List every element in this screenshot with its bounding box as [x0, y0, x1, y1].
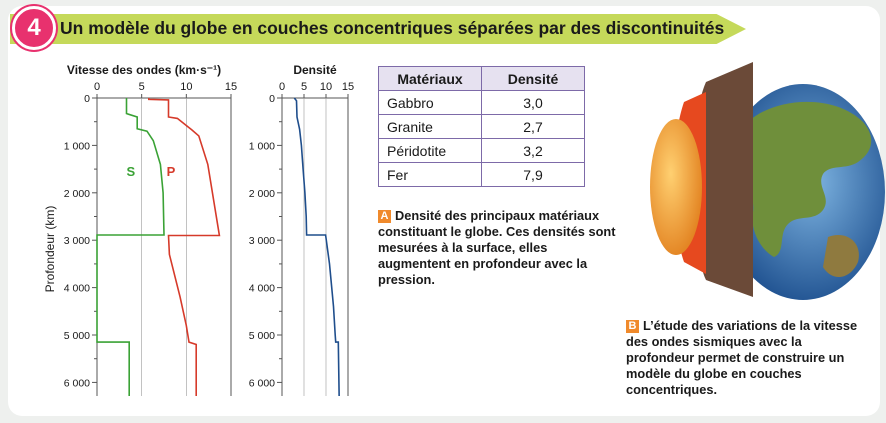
material-cell: Fer [379, 163, 482, 187]
y-tick-label: 4 000 [63, 282, 90, 295]
material-cell: Gabbro [379, 91, 482, 115]
plot-frame [97, 98, 231, 396]
series-label-p: P [166, 164, 176, 180]
table-row [379, 115, 585, 139]
caption-a-letter: A [378, 210, 391, 223]
x-tick-label: 0 [93, 81, 101, 93]
page-title: Un modèle du globe en couches concentriques séparées par des discontinuités [60, 18, 725, 38]
x-tick-label: 5 [300, 81, 308, 93]
table-row [379, 163, 585, 187]
y-tick-label: 3 000 [63, 235, 90, 248]
x-tick-label: 10 [319, 81, 333, 93]
y-tick-label: 3 000 [248, 235, 275, 248]
charts-area [0, 56, 370, 396]
series-label-s: S [126, 164, 136, 180]
density-cell: 2,7 [482, 115, 585, 139]
y-tick-label: 5 000 [63, 330, 90, 343]
y-tick-label: 1 000 [248, 140, 275, 153]
globe-illustration [618, 52, 886, 302]
caption-b-text: L’étude des variations de la vitesse des ondes sismiques avec la profondeur permet de construire un modèle du globe en couches concentriques. [626, 318, 858, 397]
x-tick-label: 10 [180, 81, 193, 93]
material-cell: Péridotite [379, 139, 482, 163]
y-tick-label: 0 [269, 93, 275, 105]
chart-title: Densité [293, 63, 337, 77]
caption-a-text: Densité des principaux matériaux constituant le globe. Ces densités sont mesurées à la surface, elles augmentent en profondeur avec la pression. [378, 208, 616, 287]
series-line [294, 98, 339, 396]
y-tick-label: 5 000 [248, 330, 275, 343]
density-table [378, 66, 585, 187]
x-tick-label: 15 [341, 81, 355, 93]
material-cell: Granite [379, 115, 482, 139]
table-header-density: Densité [482, 67, 585, 91]
series-line [149, 98, 220, 396]
density-cell: 3,0 [482, 91, 585, 115]
y-tick-label: 4 000 [248, 282, 275, 295]
x-tick-label: 15 [224, 81, 238, 93]
density-cell: 3,2 [482, 139, 585, 163]
table-header-material: Matériaux [379, 67, 482, 91]
table-row [379, 91, 585, 115]
table-header-row [379, 67, 585, 91]
table-row [379, 139, 585, 163]
caption-b-letter: B [626, 320, 639, 333]
section-number: 4 [27, 14, 41, 41]
caption-b [626, 318, 858, 398]
inner-core [650, 119, 702, 255]
y-axis-label: Profondeur (km) [43, 205, 57, 293]
x-tick-label: 0 [278, 81, 286, 93]
chart-title: Vitesse des ondes (km·s⁻¹) [66, 63, 222, 77]
section-number-badge [12, 6, 56, 50]
x-tick-label: 5 [138, 81, 145, 93]
y-tick-label: 2 000 [248, 187, 275, 200]
y-tick-label: 0 [84, 93, 90, 105]
y-tick-label: 1 000 [63, 140, 90, 153]
y-tick-label: 2 000 [63, 187, 90, 200]
y-tick-label: 6 000 [248, 377, 275, 390]
series-line [97, 98, 164, 396]
caption-a [378, 208, 618, 288]
density-cell: 7,9 [482, 163, 585, 187]
y-tick-label: 6 000 [63, 377, 90, 390]
